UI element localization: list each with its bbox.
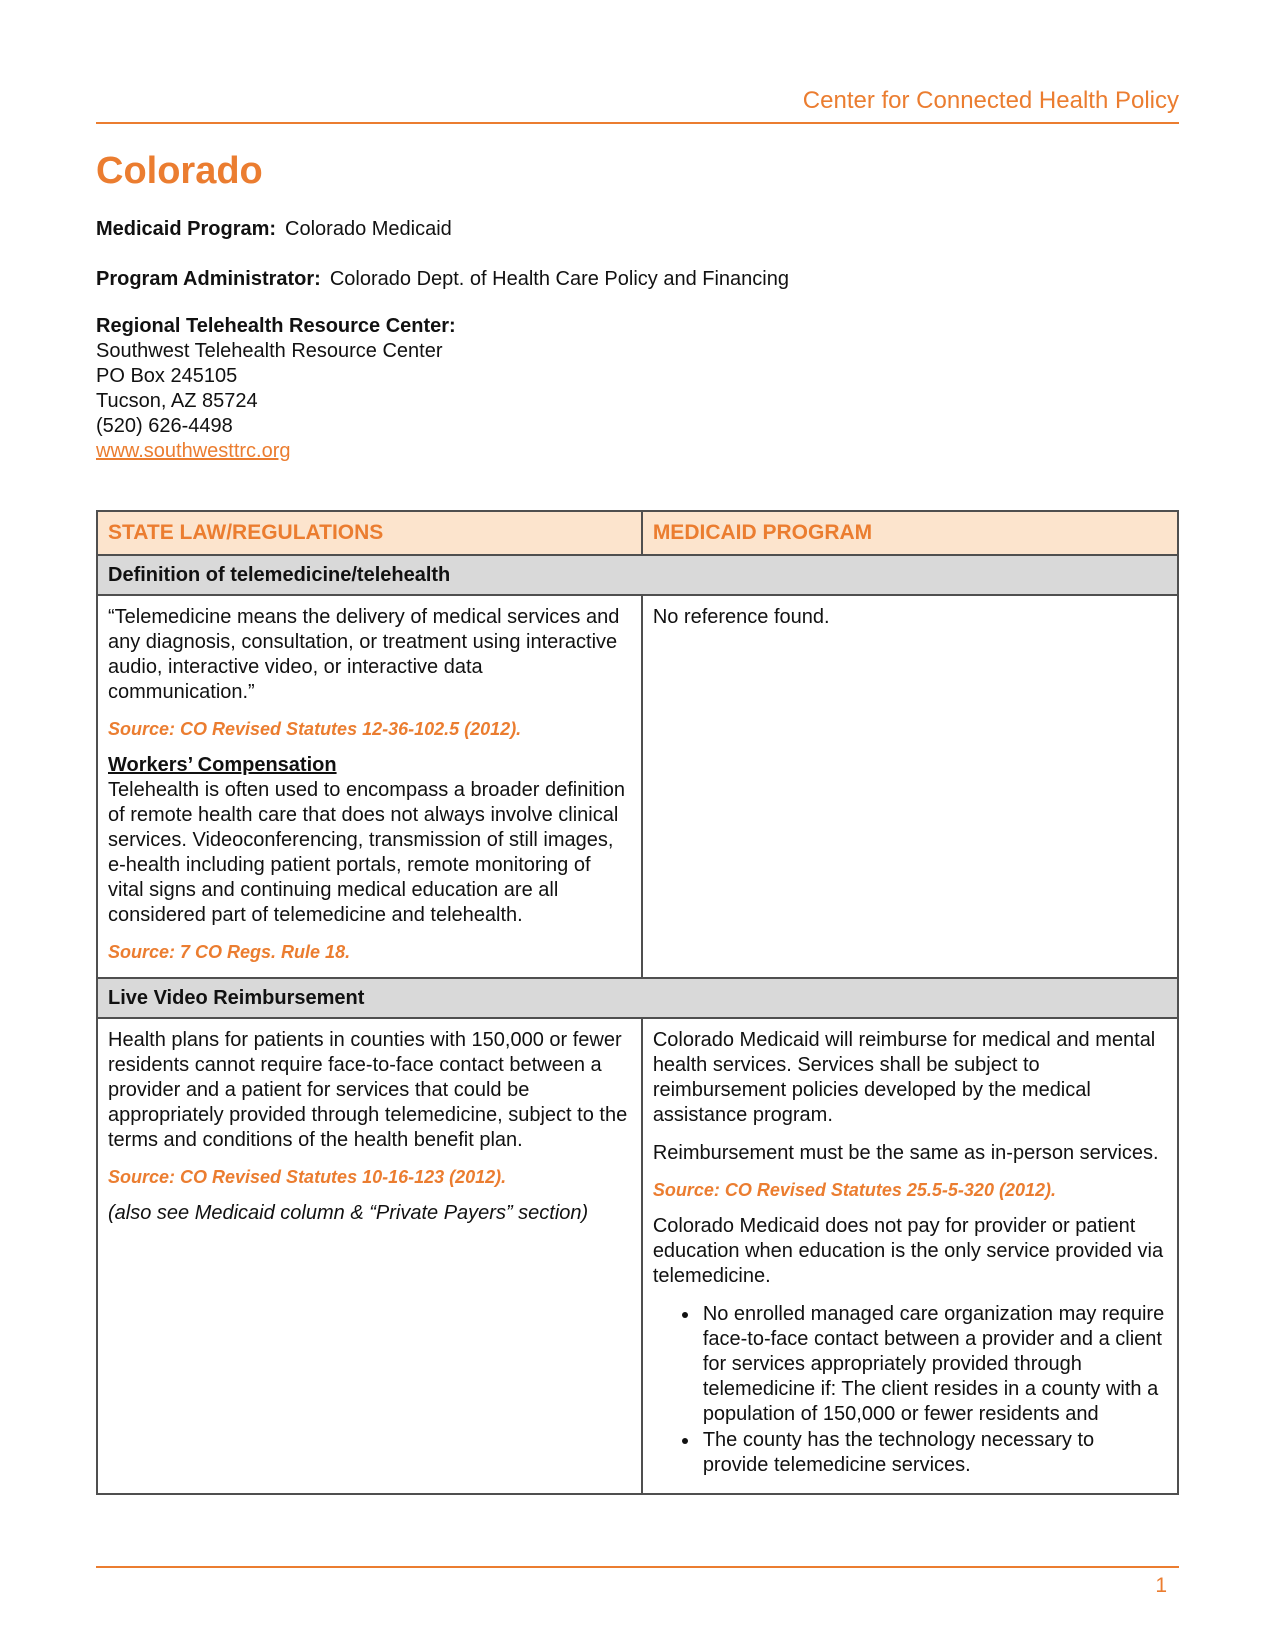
section-row-definition — [97, 555, 1178, 595]
workers-compensation-source-citation: Source: 7 CO Regs. Rule 18. — [108, 942, 351, 962]
resource-center-link[interactable]: www.southwesttrc.org — [96, 440, 291, 462]
policy-table — [96, 510, 1179, 1495]
telemedicine-definition-quote: “Telemedicine means the delivery of medical services and any diagnosis, consultation, or treatment using interactive audio, interactive video, or interactive data communication.” — [108, 606, 620, 703]
section-header-live-video: Live Video Reimbursement — [97, 978, 1178, 1018]
medicaid-program-value: Colorado Medicaid — [285, 218, 452, 240]
program-administrator-value: Colorado Dept. of Health Care Policy and Financing — [329, 268, 789, 290]
also-see-note: (also see Medicaid column & “Private Payers” section) — [108, 1202, 589, 1224]
resource-center-city: Tucson, AZ 85724 — [96, 390, 258, 412]
definition-state-cell — [97, 595, 642, 978]
medicaid-conditions-list — [653, 1302, 1165, 1478]
definition-source-citation: Source: CO Revised Statutes 12-36-102.5 (2012). — [108, 719, 522, 739]
live-video-medicaid-cell — [642, 1018, 1178, 1494]
workers-compensation-text: Telehealth is often used to encompass a broader definition of remote health care that does not always involve clinical services. Videoconferencing, transmission of still images, e-health including patient portals, remote monitoring of vital signs and continuing medical education are all considered part of telemedicine and telehealth. — [108, 779, 626, 926]
list-item: • The county has the technology necessary to provide telemedicine services. — [700, 1428, 1165, 1478]
program-administrator-row — [96, 267, 1179, 292]
medicaid-program-column-header: MEDICAID PROGRAM — [642, 511, 1178, 555]
page-footer — [96, 1566, 1179, 1598]
medicaid-reimburse-text: Colorado Medicaid will reimburse for medical and mental health services. Services shall be subject to reimbursement policies developed by the medical assistance program. — [652, 1029, 1156, 1126]
live-video-state-source-citation: Source: CO Revised Statutes 10-16-123 (2012). — [108, 1167, 507, 1187]
definition-content-row — [97, 595, 1178, 978]
program-administrator-label: Program Administrator: — [96, 268, 321, 290]
resource-center-block — [96, 314, 1179, 464]
page-title: Colorado — [96, 150, 263, 192]
table-header-row — [97, 511, 1178, 555]
list-item: • No enrolled managed care organization may require face-to-face contact between a provider and a client for services appropriately provided through telemedicine if: The client resides in a county with a population of 150,000 or fewer residents and — [700, 1302, 1165, 1427]
education-exclusion-text: Colorado Medicaid does not pay for provider or patient education when education is the only service provided via telemedicine. — [652, 1215, 1164, 1287]
live-video-medicaid-source-citation: Source: CO Revised Statutes 25.5-5-320 (2012). — [652, 1180, 1056, 1200]
medicaid-program-label: Medicaid Program: — [96, 218, 277, 240]
section-row-live-video — [97, 978, 1178, 1018]
workers-compensation-heading: Workers’ Compensation — [108, 754, 337, 776]
resource-center-label: Regional Telehealth Resource Center: — [96, 315, 456, 337]
resource-center-name: Southwest Telehealth Resource Center — [96, 340, 443, 362]
state-law-column-header: STATE LAW/REGULATIONS — [97, 511, 642, 555]
header-rule — [96, 122, 1179, 124]
medicaid-program-row — [96, 217, 1179, 242]
no-reference-text: No reference found. — [652, 606, 830, 628]
resource-center-phone: (520) 626-4498 — [96, 415, 233, 437]
live-video-content-row — [97, 1018, 1178, 1494]
letterhead-org-name: Center for Connected Health Policy — [802, 87, 1179, 114]
definition-medicaid-cell — [642, 595, 1178, 978]
live-video-state-text: Health plans for patients in counties with 150,000 or fewer residents cannot require face-to-face contact between a provider and a patient for services that could be appropriately provided through telemedicine, subject to the terms and conditions of the health benefit plan. — [108, 1029, 628, 1151]
live-video-state-cell — [97, 1018, 642, 1494]
page-number: 1 — [1155, 1574, 1167, 1597]
section-header-definition: Definition of telemedicine/telehealth — [97, 555, 1178, 595]
reimbursement-same-text: Reimbursement must be the same as in-person services. — [652, 1142, 1159, 1164]
resource-center-po-box: PO Box 245105 — [96, 365, 238, 387]
